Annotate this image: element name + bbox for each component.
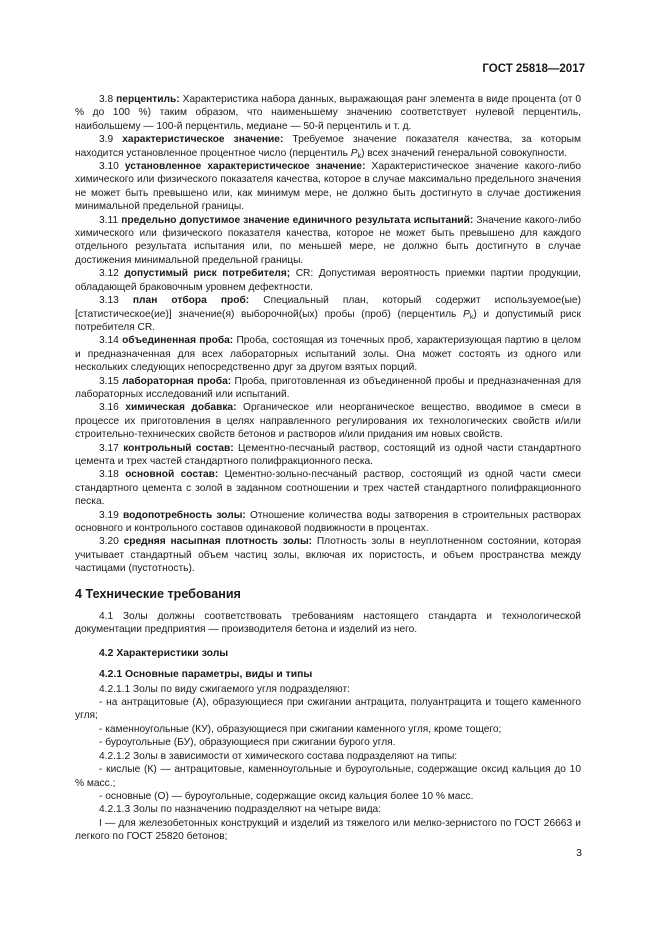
- definition-text: Плотность золы в неуплотненном состоянии, которая учитывает стандартный объем частиц золы, включая их пористость, и объем пространства между частицами (пустотность).: [75, 536, 581, 575]
- definition-text: Значение какого-либо химического или физического показателя качества, которое не может быть превышено для каждого отдельного результата испытания или, по меньшей мере, не должно быть достигнуто в случае достижения минимальной предельной границы.: [75, 214, 581, 266]
- definition-term: предельно допустимое значение единичного результата испытаний:: [121, 214, 474, 226]
- list-item: 4.2.1.1 Золы по виду сжигаемого угля подразделяют:: [99, 683, 350, 695]
- definition-number: 3.18: [99, 469, 119, 481]
- paragraph: 4.1 Золы должны соответствовать требованиям настоящего стандарта и технологической документации предприятия — производителя бетона и изделий из него.: [75, 611, 581, 636]
- definition-paragraph: [75, 133, 581, 160]
- definition-text: Отношение количества воды затворения в строительных растворах основного и контрольного составов одинаковой подвижности в процентах.: [75, 509, 581, 534]
- definition-term: средняя насыпная плотность золы:: [123, 536, 313, 548]
- percentile-subscript: k: [469, 313, 474, 321]
- definition-text: Проба, приготовленная из объединенной пробы и предназначенная для лабораторных исследований или испытаний.: [75, 375, 581, 400]
- percentile-symbol: P: [350, 147, 358, 159]
- percentile-symbol: P: [463, 308, 470, 320]
- definition-number: 3.15: [99, 375, 119, 387]
- definition-number: 3.16: [99, 402, 119, 414]
- definition-term: водопотребность золы:: [123, 509, 246, 521]
- definition-text: CR: Допустимая вероятность приемки партии продукции, обладающей браковочным уровнем дефектности.: [75, 268, 581, 293]
- definition-term: контрольный состав:: [123, 442, 234, 454]
- list-item: 4.2.1.2 Золы в зависимости от химического состава подразделяют на типы:: [99, 750, 458, 762]
- definition-paragraph: [75, 401, 581, 441]
- definition-paragraph: [75, 509, 581, 536]
- definition-number: 3.11: [99, 214, 119, 226]
- definition-paragraph: [75, 267, 581, 294]
- definition-number: 3.12: [99, 268, 119, 280]
- definition-term: план отбора проб:: [132, 295, 250, 307]
- classification-list: [75, 683, 581, 844]
- section-heading: 4 Технические требования: [75, 586, 241, 601]
- definition-term: допустимый риск потребителя;: [124, 268, 291, 280]
- list-item: - каменноугольные (КУ), образующиеся при сжигании каменного угля, кроме тощего;: [99, 723, 502, 735]
- definition-term: химическая добавка:: [125, 402, 237, 414]
- definition-text: Проба, состоящая из точечных проб, характеризующая партию в целом и предназначенная для всех лабораторных испытаний золы. Она может состоять из одного или нескольких следующих непосредственно друг за другом взятых порций.: [75, 335, 581, 374]
- definition-text: Специальный план, который содержит используемое(ые) [статистическое(ие)] значение(я) выборочной(ых) пробы (проб) (перцентиль: [75, 295, 581, 320]
- definition-number: 3.19: [99, 509, 119, 521]
- definition-text: Требуемое значение показателя качества, за которым находится установленное процентное число (перцентиль: [75, 134, 582, 159]
- definition-paragraph: [75, 535, 581, 575]
- page-content: [75, 93, 581, 844]
- definition-number: 3.14: [99, 335, 119, 347]
- definition-paragraph: [75, 375, 581, 402]
- list-item: - основные (О) — буроугольные, содержащие оксид кальция более 10 % масс.: [99, 790, 474, 802]
- definition-text: Цементно-песчаный раствор, состоящий из одной части стандартного цемента и трех частей стандартного полифракционного песка.: [75, 442, 581, 467]
- definition-number: 3.13: [99, 295, 119, 307]
- definition-number: 3.17: [99, 442, 119, 454]
- definition-term: объединенная проба:: [122, 335, 234, 347]
- list-item: I — для железобетонных конструкций и изделий из тяжелого или мелко-зернистого по ГОСТ 26663 и легкого по ГОСТ 25820 бетонов;: [75, 817, 581, 843]
- definition-paragraph: [75, 468, 581, 508]
- page-number: 3: [576, 847, 582, 859]
- definition-paragraph: [75, 214, 581, 268]
- list-item: - кислые (К) — антрацитовые, каменноугольные и буроугольные, содержащие оксид кальция до 10 % масс.;: [75, 764, 581, 789]
- percentile-subscript: k: [357, 152, 362, 160]
- definition-paragraph: [75, 93, 581, 133]
- definition-term: перцентиль:: [116, 94, 180, 105]
- definitions-list: [75, 93, 581, 576]
- definition-text: ) и допустимый риск потребителя CR.: [75, 308, 581, 333]
- definition-paragraph: [75, 160, 581, 214]
- definition-term: лабораторная проба:: [122, 375, 232, 387]
- definition-paragraph: [75, 442, 581, 469]
- definition-text: Характеристическое значение какого-либо химического или физического показателя качества, которое в случае максимально предельного значения не может быть превышено или, как минимум мере, не должно быть достигнуто в случае достижения минимальной предельной границы.: [75, 161, 581, 213]
- list-item: - буроугольные (БУ), образующиеся при сжигании бурого угля.: [99, 737, 396, 749]
- definition-paragraph: [75, 334, 581, 374]
- definition-text: Органическое или неорганическое вещество, вводимое в смеси в процессе их приготовления в целях направленного регулирования их технологических свойств и/или строительно-технических свойств бетонов и растворов и/или придания им новых свойств.: [75, 402, 582, 441]
- list-item: 4.2.1.3 Золы по назначению подразделяют на четыре вида:: [99, 804, 382, 816]
- definition-text: Характеристика набора данных, выражающая ранг элемента в виде процента (от 0 % до 100 %) таким образом, что наименьшему значению соответствует нулевой перцентиль, наибольшему — 100-й перцентиль, медиане — 50-й перцентиль и т. д.: [75, 94, 581, 132]
- subsection-heading: 4.2.1 Основные параметры, виды и типы: [99, 669, 313, 681]
- definition-text: ) всех значений генеральной совокупности.: [361, 147, 568, 159]
- definition-term: характеристическое значение:: [122, 134, 284, 146]
- definition-number: 3.20: [99, 536, 119, 548]
- definition-term: основной состав:: [125, 469, 219, 481]
- definition-paragraph: [75, 294, 581, 334]
- definition-number: 3.8: [99, 94, 114, 105]
- definition-number: 3.10: [99, 161, 119, 173]
- document-header: ГОСТ 25818—2017: [482, 63, 585, 75]
- definition-number: 3.9: [99, 134, 114, 146]
- list-item: - на антрацитовые (А), образующиеся при сжигании антрацита, полуантрацита и тощего каменного угля;: [75, 697, 581, 722]
- subsection-heading: 4.2 Характеристики золы: [99, 647, 229, 659]
- definition-text: Цементно-зольно-песчаный раствор, состоящий из одной части смеси стандартного цемента с золой в заданном соотношении и трех частей стандартного полифракционного песка.: [75, 469, 581, 508]
- definition-term: установленное характеристическое значение:: [124, 161, 366, 173]
